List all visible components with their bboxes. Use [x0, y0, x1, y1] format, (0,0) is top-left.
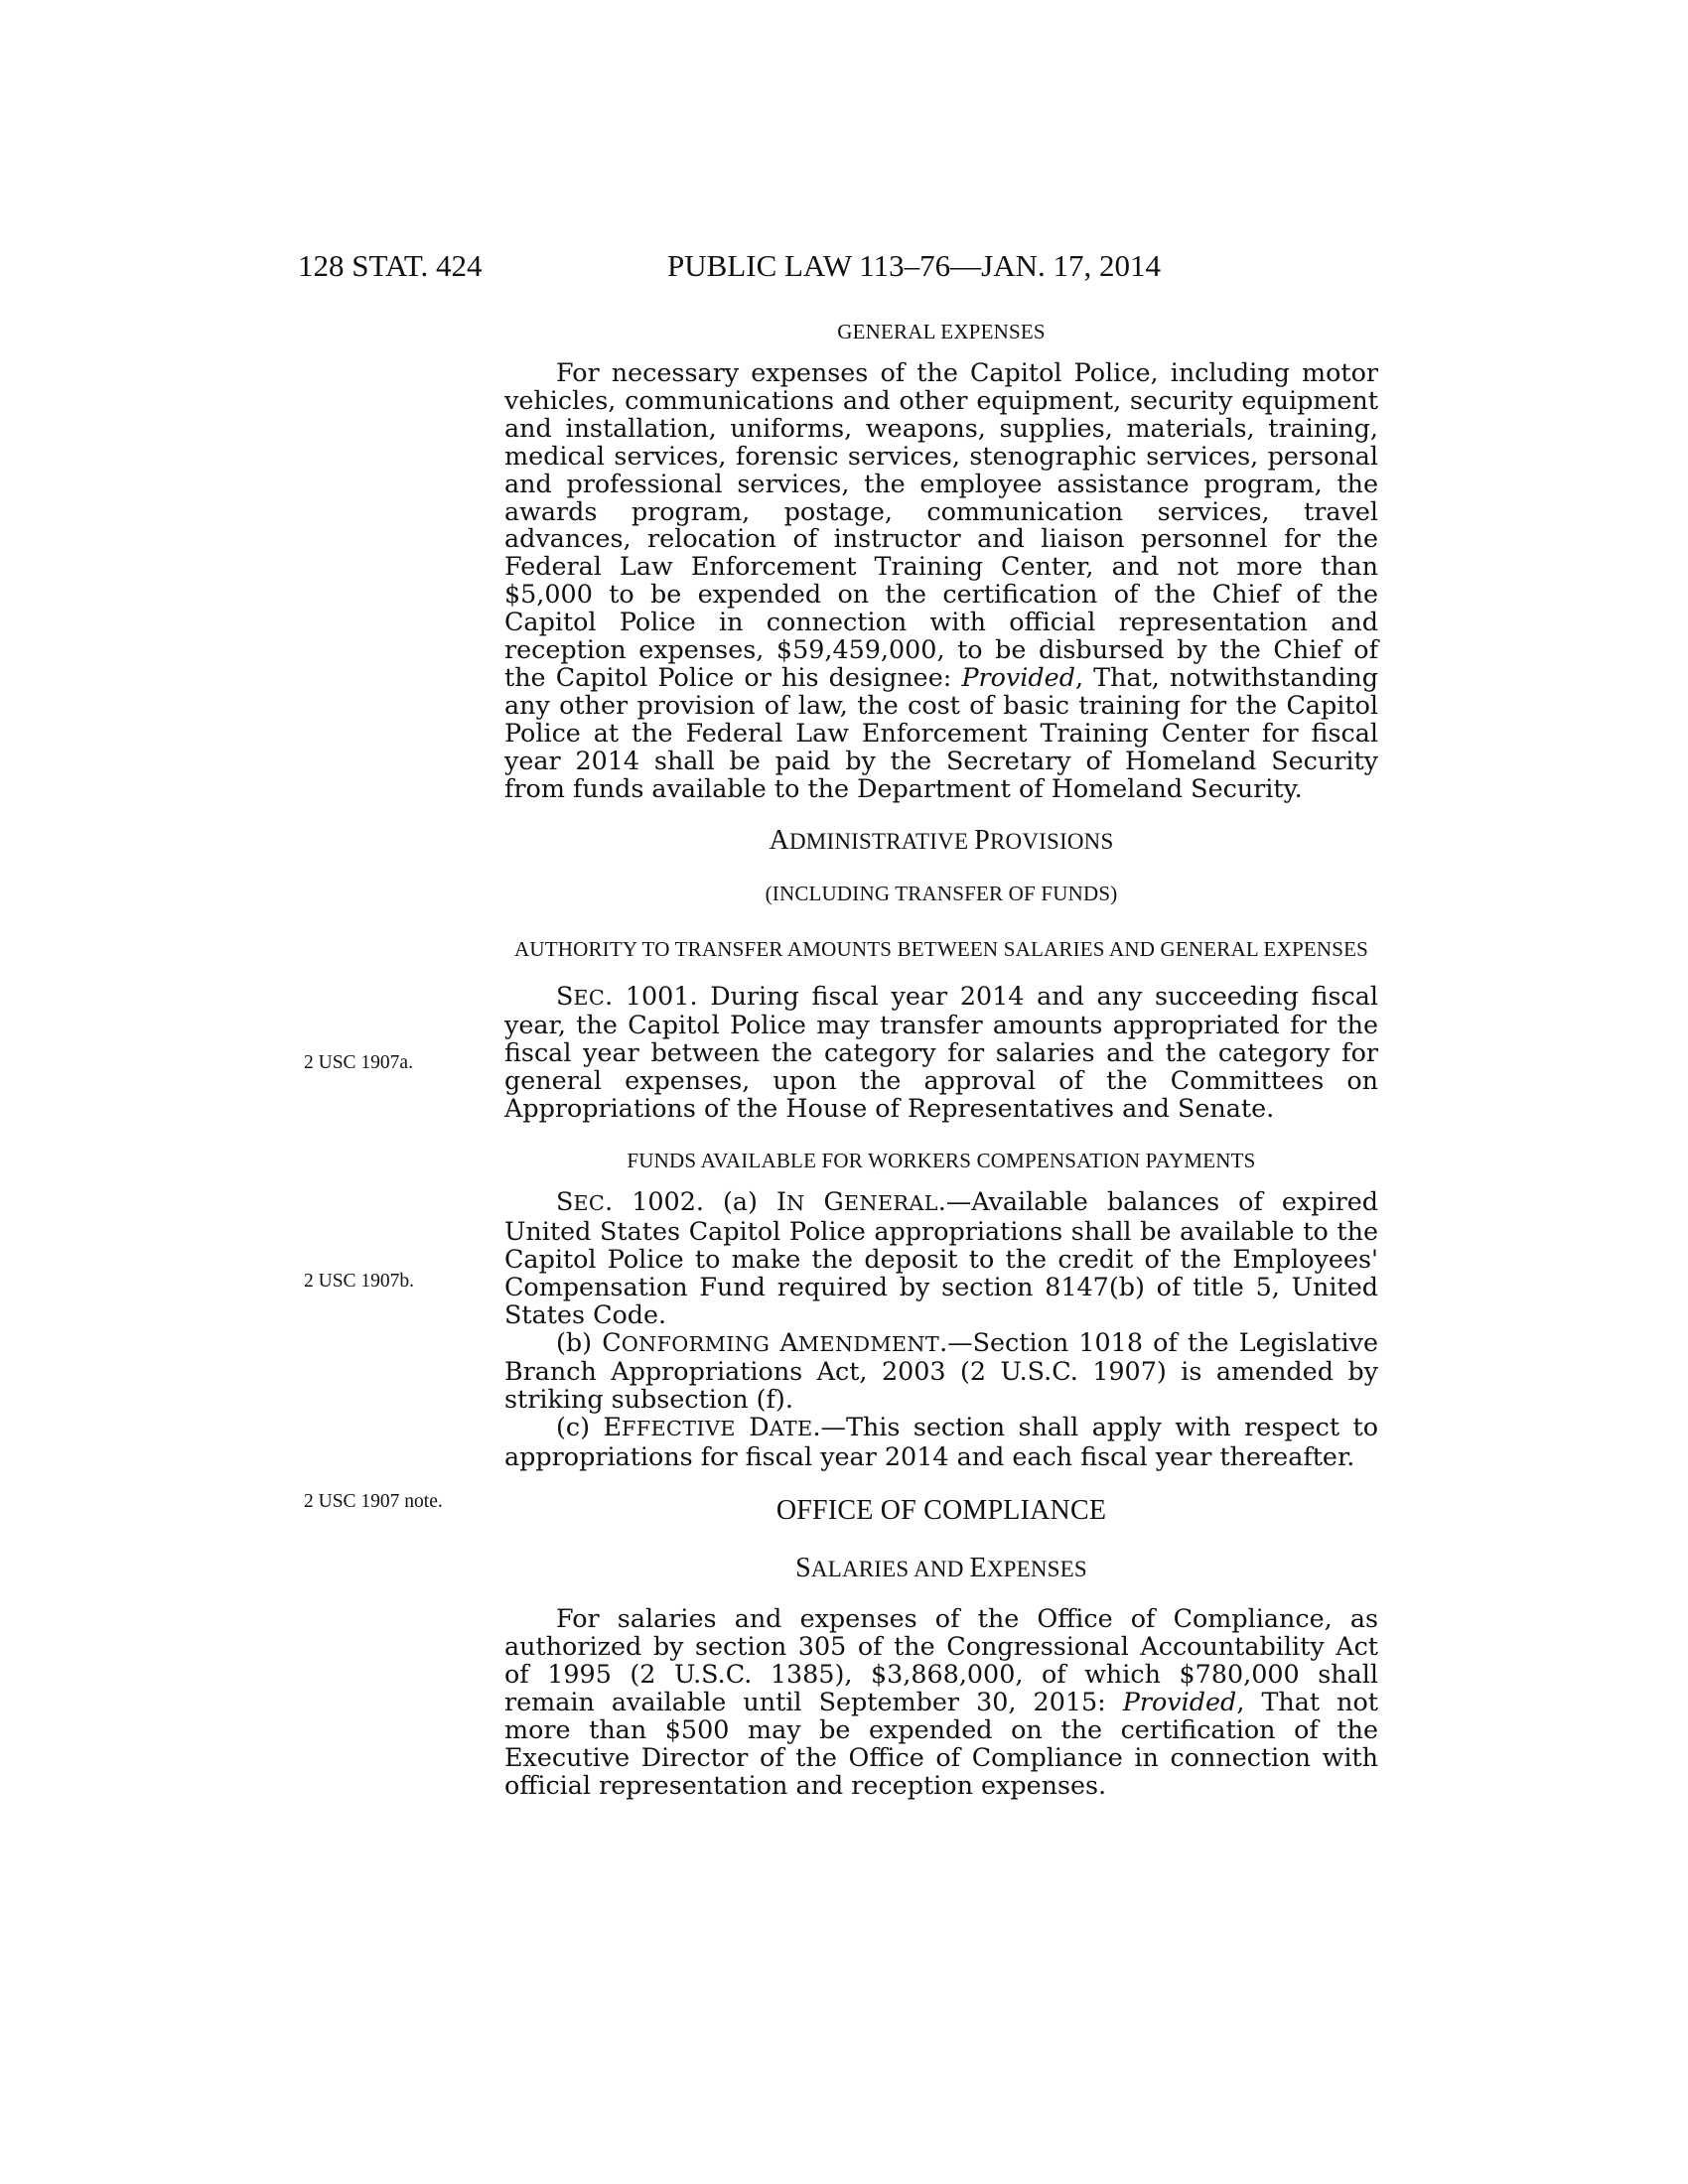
- subsection-label: (b): [556, 1326, 603, 1357]
- sec1002-paragraph-c: [504, 1414, 1378, 1471]
- sec-number: . 1002. (a): [605, 1186, 776, 1217]
- margin-note-sec1002: 2 USC 1907b.: [304, 1271, 415, 1292]
- heading-initial: P: [974, 824, 990, 856]
- margin-note-sec1001: 2 USC 1907a.: [304, 1052, 413, 1073]
- sec1002-heading: FUNDS AVAILABLE FOR WORKERS COMPENSATION PAYMENTS: [627, 1149, 1256, 1173]
- sec1002-a-text: .—Available balances of expired United States Capitol Police appropriations shall be available to the Capitol Police to make the deposit to the credit of the Employees' Compensation Fund required by section 8147(b) of title 5, United States Code.: [504, 1186, 1379, 1329]
- office-of-compliance-paragraph: [504, 1605, 1378, 1799]
- public-law-reference: PUBLIC LAW 113–76—JAN. 17, 2014: [667, 248, 1161, 283]
- sec-rest: EC: [573, 1191, 606, 1216]
- office-of-compliance-heading: OFFICE OF COMPLIANCE: [775, 1495, 1107, 1527]
- sec1001-text: During fiscal year 2014 and any succeeding fiscal year, the Capitol Police may transfer amounts appropriated for the fiscal year between the category for salaries and the category for general expenses, upon the approval of the Committees on Appropriations of the House of Representatives and Senate.: [504, 980, 1378, 1124]
- heading-rest: ALARIES AND: [810, 1557, 964, 1582]
- page-header: [0, 248, 1688, 288]
- heading-initial: A: [769, 824, 789, 856]
- caps-initial: G: [823, 1186, 844, 1217]
- caps-initial: D: [749, 1412, 770, 1442]
- caps-initial: C: [602, 1326, 622, 1357]
- sec1002-paragraph-a: [504, 1188, 1378, 1329]
- heading-rest: DMINISTRATIVE: [789, 828, 969, 854]
- caps-initial: E: [603, 1412, 623, 1442]
- document-body: [504, 320, 1378, 1799]
- caps-rest: N: [785, 1191, 805, 1216]
- caps-rest: ENERAL: [843, 1191, 938, 1216]
- compliance-text-1: For salaries and expenses of the Office of Compliance, as authorized by section 305 of the Congressional Accountability Act of 1995 (2 U.S.C. 1385), $3,868,000, of which $780,000 shall remain available until September 30, 2015:: [504, 1603, 1378, 1716]
- margin-note-sec1002c: 2 USC 1907 note.: [304, 1491, 443, 1512]
- general-expenses-text-1: For necessary expenses of the Capitol Police, including motor vehicles, communications and other equipment, security equipment and installation, uniforms, weapons, supplies, materials, training, medical services, forensic services, stenographic services, personal and professional services, the employee assistance program, the awards program, postage, communication services, travel advances, relocation of instructor and liaison personnel for the Federal Law Enforcement Training Center, and not more than $5,000 to be expended on the certification of the Chief of the Capitol Police in connection with official representation and reception expenses, $59,459,000, to be disbursed by the Chief of the Capitol Police or his designee:: [504, 357, 1378, 692]
- caps-rest: FFECTIVE: [622, 1417, 736, 1441]
- caps-rest: ATE: [769, 1417, 813, 1441]
- heading-rest: ROVISIONS: [989, 828, 1114, 854]
- heading-rest: XPENSES: [986, 1557, 1087, 1582]
- caps-rest: ONFORMING: [621, 1331, 771, 1356]
- sec1002-c-text: .—This section shall apply with respect to appropriations for fiscal year 2014 and each fiscal year thereafter.: [504, 1412, 1379, 1472]
- caps-initial: I: [775, 1186, 786, 1217]
- general-expenses-text-2: , That, notwithstanding any other provision of law, the cost of basic training for the Capitol Police at the Federal Law Enforcement Training Center for fiscal year 2014 shall be paid by the Secretary of Homeland Security from funds available to the Department of Homeland Security.: [504, 661, 1378, 803]
- general-expenses-paragraph: [504, 359, 1378, 803]
- compliance-text-2: , That not more than $500 may be expended on the certification of the Executive Director of the Office of Compliance in connection with official representation and reception expenses.: [504, 1686, 1379, 1800]
- sec-initial: S: [556, 980, 574, 1011]
- caps-rest: MENDMENT: [797, 1331, 940, 1356]
- general-expenses-heading: GENERAL EXPENSES: [837, 320, 1046, 343]
- caps-initial: A: [779, 1326, 798, 1357]
- transfer-of-funds-subheading: (INCLUDING TRANSFER OF FUNDS): [765, 881, 1118, 905]
- provided-italic: Provided: [1122, 1686, 1237, 1716]
- sec1002-paragraph-b: [504, 1326, 1378, 1415]
- salaries-and-expenses-heading: [504, 1553, 1378, 1584]
- sec-initial: S: [556, 1186, 574, 1217]
- sec1002-b-text: .—Section 1018 of the Legislative Branch Appropriations Act, 2003 (2 U.S.C. 1907) is amended by striking subsection (f).: [504, 1326, 1378, 1415]
- subsection-label: (c): [556, 1412, 604, 1442]
- sec1001-paragraph: [504, 980, 1378, 1124]
- heading-initial: E: [969, 1553, 987, 1584]
- administrative-provisions-heading: [504, 824, 1378, 856]
- sec-rest: EC: [573, 985, 606, 1010]
- sec1001-heading: AUTHORITY TO TRANSFER AMOUNTS BETWEEN SALARIES AND GENERAL EXPENSES: [513, 936, 1369, 961]
- heading-initial: S: [795, 1553, 811, 1584]
- sec-number: . 1001.: [605, 980, 698, 1011]
- provided-italic: Provided: [961, 661, 1075, 692]
- statute-reference: 128 STAT. 424: [298, 248, 483, 283]
